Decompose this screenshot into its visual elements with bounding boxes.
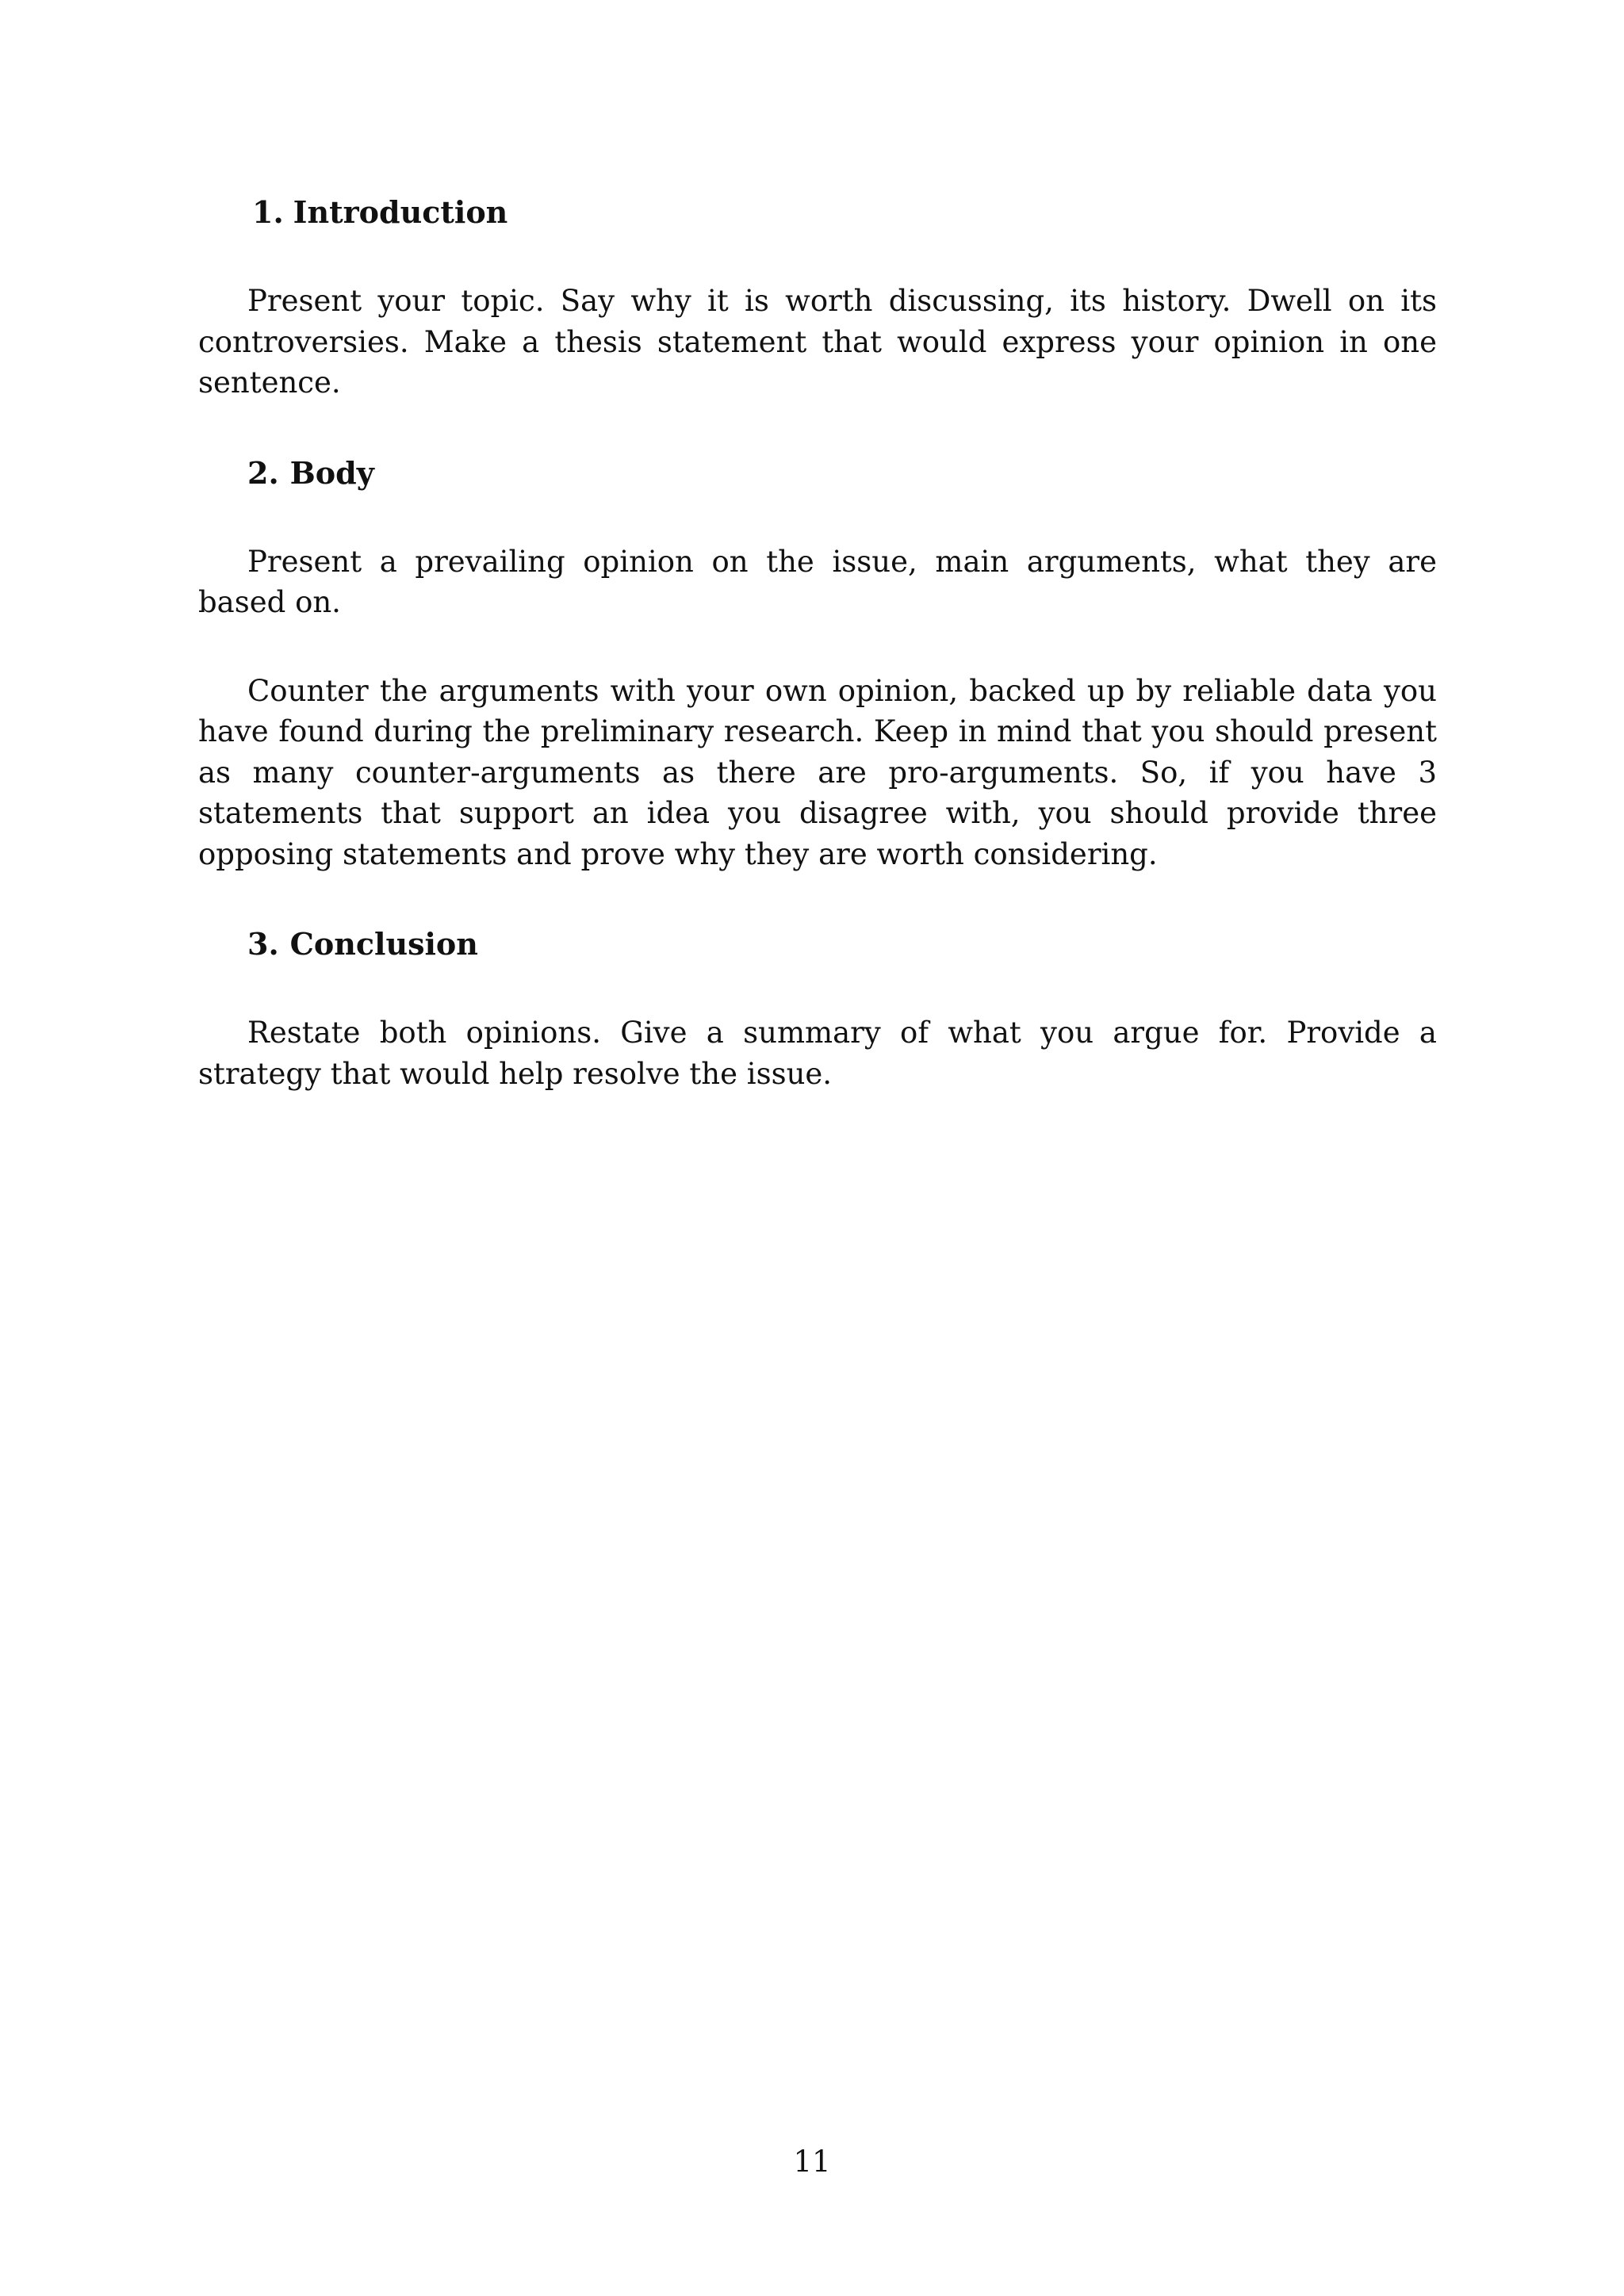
- conclusion-paragraph: Restate both opinions. Give a summary of what you argue for. Provide a strategy that would help resolve the issue.: [198, 1016, 1437, 1091]
- page-content: [198, 190, 1437, 1142]
- section-title: Introduction: [293, 194, 508, 230]
- section-number: 2.: [247, 454, 279, 491]
- section-title: Body: [289, 454, 374, 491]
- section-number: 1.: [252, 194, 284, 230]
- section-heading-conclusion: [198, 922, 1437, 966]
- section-heading-body: [198, 451, 1437, 496]
- body-paragraph-2: Counter the arguments with your own opinion, backed up by reliable data you have found during the preliminary research. Keep in mind that you should present as many counter-arguments as there are pro-arguments. So, if you have 3 statements that support an idea you disagree with, you should provide three opposing statements and prove why they are worth considering.: [198, 673, 1437, 871]
- introduction-paragraph: Present your topic. Say why it is worth discussing, its history. Dwell on its controversies. Make a thesis statement that would express your opinion in one sentence.: [198, 284, 1437, 400]
- section-number: 3.: [247, 926, 279, 962]
- body-paragraph-1: Present a prevailing opinion on the issue, main arguments, what they are based on.: [198, 544, 1437, 619]
- section-title: Conclusion: [289, 926, 478, 962]
- page-number: 11: [793, 2145, 831, 2179]
- section-heading-introduction: [198, 190, 1437, 235]
